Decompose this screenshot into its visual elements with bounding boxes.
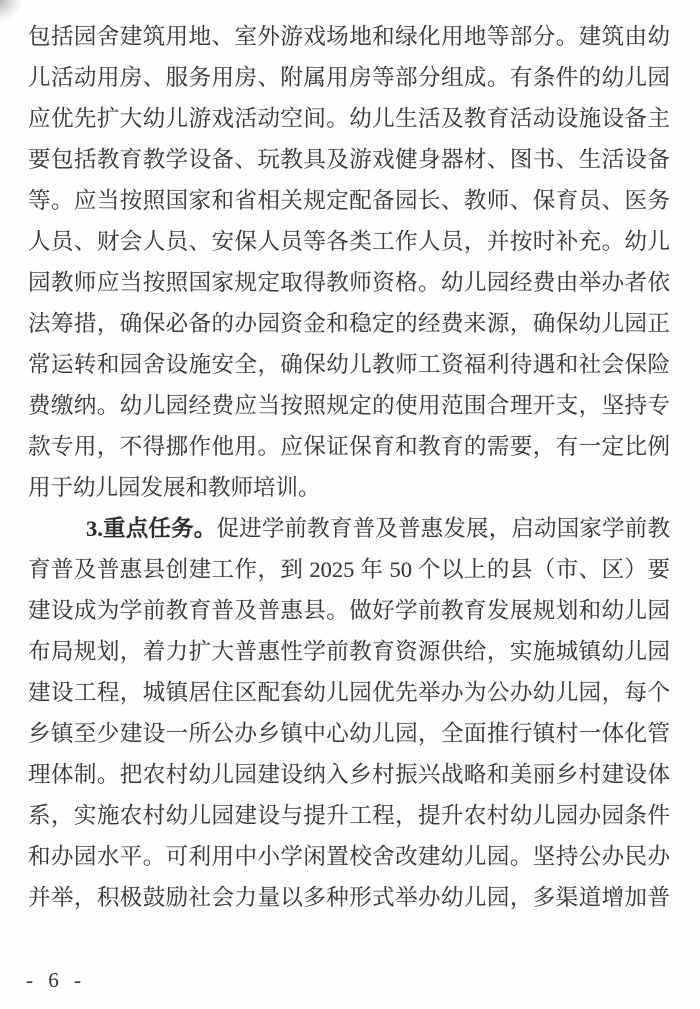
text-line: 乡镇至少建设一所公办乡镇中心幼儿园，全面推行镇村一体化管 [28,721,670,746]
text-line: 建设工程，城镇居住区配套幼儿园优先举办为公办幼儿园，每个 [28,680,670,705]
text-line: 并举，积极鼓励社会力量以多种形式举办幼儿园，多渠道增加普 [28,885,670,910]
text-line [28,508,670,549]
paragraph-continuation [28,16,670,508]
text-line: 法筹措，确保必备的办园资金和稳定的经费来源，确保幼儿园正 [28,311,670,336]
page-number: - 6 - [26,968,86,992]
text-line: 儿活动用房、服务用房、附属用房等部分组成。有条件的幼儿园 [28,65,670,90]
text-line: 用于幼儿园发展和教师培训。 [28,475,321,500]
text-line: 等。应当按照国家和省相关规定配备园长、教师、保育员、医务 [28,188,670,213]
text-line: 系，实施农村幼儿园建设与提升工程，提升农村幼儿园办园条件 [28,803,670,828]
paragraph-key-tasks [28,508,670,918]
text-line: 包括园舍建筑用地、室外游戏场地和绿化用地等部分。建筑由幼 [28,24,670,49]
text-line: 布局规划，着力扩大普惠性学前教育资源供给，实施城镇幼儿园 [28,639,670,664]
key-tasks-heading: 3.重点任务。 [86,516,217,541]
text-line: 要包括教育教学设备、玩教具及游戏健身器材、图书、生活设备 [28,147,670,172]
text-line: 人员、财会人员、安保人员等各类工作人员，并按时补充。幼儿 [28,229,670,254]
document-body [28,16,670,918]
text-line: 常运转和园舍设施安全，确保幼儿教师工资福利待遇和社会保险 [28,352,670,377]
text-line: 育普及普惠县创建工作，到 2025 年 50 个以上的县（市、区）要 [28,557,670,582]
text-line: 款专用，不得挪作他用。应保证保育和教育的需要，有一定比例 [28,434,670,459]
text-run: 促进学前教育普及普惠发展，启动国家学前教 [216,516,670,541]
text-line: 和办园水平。可利用中小学闲置校舍改建幼儿园。坚持公办民办 [28,844,670,869]
text-line: 建设成为学前教育普及普惠县。做好学前教育发展规划和幼儿园 [28,598,670,623]
text-line: 费缴纳。幼儿园经费应当按照规定的使用范围合理开支，坚持专 [28,393,670,418]
text-line: 园教师应当按照国家规定取得教师资格。幼儿园经费由举办者依 [28,270,670,295]
text-line: 理体制。把农村幼儿园建设纳入乡村振兴战略和美丽乡村建设体 [28,762,670,787]
scan-edge-artifact [0,0,22,22]
text-line: 应优先扩大幼儿游戏活动空间。幼儿生活及教育活动设施设备主 [28,106,670,131]
